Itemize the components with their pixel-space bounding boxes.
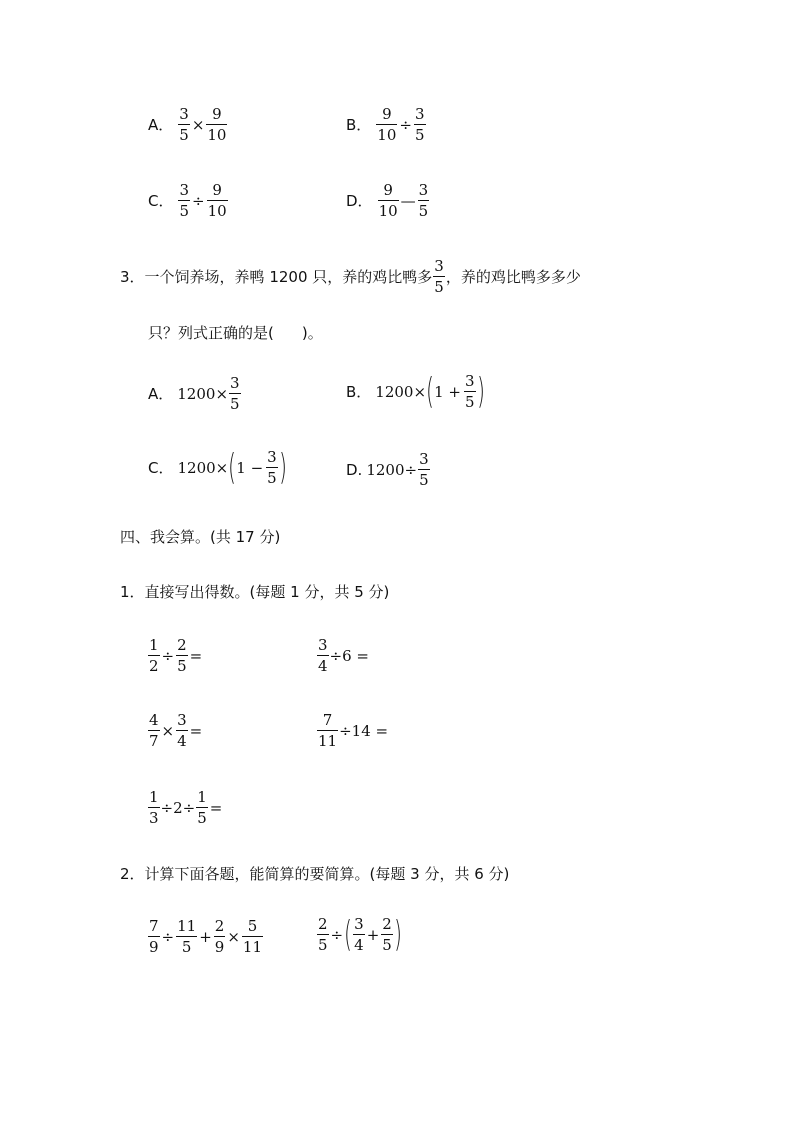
fraction xyxy=(317,917,329,953)
option-label: C． xyxy=(148,191,174,210)
fraction xyxy=(148,790,160,826)
expression: ÷2÷ xyxy=(160,798,196,817)
expression-inner: 1 + xyxy=(434,382,461,401)
fraction xyxy=(433,259,445,295)
calc-item-3 xyxy=(147,713,203,749)
denominator: 2 xyxy=(149,657,159,675)
q2-option-d xyxy=(346,183,430,219)
expression: ÷6 = xyxy=(329,646,369,665)
option-label: B． xyxy=(346,382,372,401)
q2-option-b xyxy=(346,107,427,143)
numerator: 3 xyxy=(318,636,328,654)
denominator: 5 xyxy=(179,202,190,220)
fraction xyxy=(148,919,160,955)
calc-item-4 xyxy=(316,713,388,749)
numerator: 1 xyxy=(197,788,207,806)
denominator: 10 xyxy=(207,126,227,144)
denominator: 3 xyxy=(149,809,159,827)
q3-option-a xyxy=(148,376,242,412)
fraction xyxy=(176,713,188,749)
q2-option-a xyxy=(148,107,228,143)
equals: = xyxy=(209,798,223,817)
part1-title: 1．直接写出得数。(每题 1 分，共 5 分) xyxy=(120,583,390,601)
numerator: 3 xyxy=(179,181,190,199)
fraction xyxy=(176,919,197,955)
section-title: 四、我会算。(共 17 分) xyxy=(120,528,281,546)
fraction xyxy=(378,183,399,219)
denominator: 5 xyxy=(177,657,187,675)
q3-stem-line1 xyxy=(120,259,581,295)
operator: + xyxy=(199,927,212,946)
open-paren: ( xyxy=(426,371,434,412)
numerator: 2 xyxy=(214,917,225,935)
denominator: 5 xyxy=(382,936,392,954)
denominator: 5 xyxy=(230,395,240,413)
denominator: 5 xyxy=(434,278,444,296)
denominator: 10 xyxy=(377,126,397,144)
question-number: 3． xyxy=(120,267,145,286)
denominator: 7 xyxy=(149,732,159,750)
numerator: 3 xyxy=(354,915,364,933)
denominator: 5 xyxy=(267,469,277,487)
close-paren: ) xyxy=(476,371,485,412)
q2-option-c xyxy=(148,183,229,219)
fraction xyxy=(148,638,160,674)
fraction xyxy=(464,374,476,410)
fraction xyxy=(178,183,190,219)
option-label: C． xyxy=(148,458,174,477)
fraction xyxy=(176,638,188,674)
equals: = xyxy=(189,721,203,740)
fraction xyxy=(418,452,430,488)
numerator: 9 xyxy=(212,105,222,123)
q3-option-c xyxy=(148,447,287,488)
operator: ÷ xyxy=(161,927,175,946)
option-label: D. xyxy=(346,460,363,479)
denominator: 4 xyxy=(318,657,328,675)
fraction xyxy=(214,919,226,955)
expression: 1200× xyxy=(375,382,427,401)
numerator: 3 xyxy=(179,105,189,123)
fraction xyxy=(229,376,241,412)
calc-item-1 xyxy=(147,638,203,674)
operator: ÷ xyxy=(161,646,175,665)
numerator: 2 xyxy=(382,915,392,933)
expression: 1200× xyxy=(177,384,229,403)
fraction xyxy=(381,917,393,953)
operator: ÷ xyxy=(192,191,205,210)
fraction xyxy=(376,107,397,143)
option-label: A． xyxy=(148,384,174,403)
operator: + xyxy=(366,925,380,944)
numerator: 3 xyxy=(267,448,277,466)
q3-option-d xyxy=(346,452,431,488)
operator: — xyxy=(400,191,416,210)
numerator: 1 xyxy=(149,788,159,806)
denominator: 5 xyxy=(318,936,328,954)
fraction xyxy=(148,713,160,749)
expression: ÷14 = xyxy=(339,721,389,740)
equals: = xyxy=(189,646,203,665)
calc-item-2 xyxy=(316,638,369,674)
fraction xyxy=(317,713,338,749)
denominator: 5 xyxy=(181,938,192,956)
numerator: 9 xyxy=(382,105,392,123)
denominator: 5 xyxy=(464,393,475,411)
q3-option-b xyxy=(346,371,485,412)
numerator: 2 xyxy=(318,915,328,933)
fraction xyxy=(206,107,227,143)
option-label: D． xyxy=(346,191,373,210)
numerator: 4 xyxy=(149,711,159,729)
fraction xyxy=(196,790,208,826)
denominator: 11 xyxy=(318,732,338,750)
fraction xyxy=(418,183,430,219)
expression: 1200× xyxy=(177,458,229,477)
expression: 1200÷ xyxy=(366,460,418,479)
numerator: 9 xyxy=(383,181,393,199)
calc2-item-2 xyxy=(316,914,402,955)
open-paren: ( xyxy=(228,447,237,488)
operator: × xyxy=(191,115,205,134)
calc-item-5 xyxy=(147,790,223,826)
denominator: 10 xyxy=(378,202,398,220)
fraction xyxy=(353,917,365,953)
close-paren: ) xyxy=(278,447,287,488)
numerator: 3 xyxy=(177,711,187,729)
fraction xyxy=(178,107,190,143)
numerator: 11 xyxy=(177,917,197,935)
fraction xyxy=(242,919,263,955)
denominator: 5 xyxy=(418,202,429,220)
operator: ÷ xyxy=(399,115,412,134)
denominator: 5 xyxy=(414,126,425,144)
numerator: 3 xyxy=(230,374,240,392)
numerator: 5 xyxy=(247,917,258,935)
fraction xyxy=(317,638,329,674)
open-paren: ( xyxy=(344,914,353,955)
numerator: 3 xyxy=(464,372,475,390)
numerator: 1 xyxy=(149,636,159,654)
numerator: 3 xyxy=(419,450,429,468)
q3-line2-before: 只？列式正确的是( xyxy=(148,324,274,342)
part2-title: 2．计算下面各题，能简算的要简算。(每题 3 分，共 6 分) xyxy=(120,865,510,883)
calc2-item-1 xyxy=(147,919,264,955)
numerator: 7 xyxy=(149,917,159,935)
denominator: 9 xyxy=(214,938,225,956)
numerator: 2 xyxy=(177,636,187,654)
numerator: 3 xyxy=(434,257,444,275)
denominator: 11 xyxy=(242,938,263,956)
q3-line2-after: )。 xyxy=(301,324,323,342)
q3-text-after: ，养的鸡比鸭多多少 xyxy=(445,267,581,286)
numerator: 3 xyxy=(414,105,425,123)
q3-text-before: 一个饲养场，养鸭 1200 只，养的鸡比鸭多 xyxy=(144,267,433,286)
denominator: 9 xyxy=(149,938,159,956)
fraction xyxy=(207,183,228,219)
denominator: 5 xyxy=(179,126,189,144)
option-label: A． xyxy=(148,115,174,134)
close-paren: ) xyxy=(394,914,402,955)
numerator: 7 xyxy=(322,711,333,729)
operator: × xyxy=(161,721,175,740)
fraction xyxy=(414,107,426,143)
denominator: 4 xyxy=(354,936,364,954)
operator: × xyxy=(227,927,240,946)
q3-stem-line2 xyxy=(148,326,323,341)
expression-inner: 1 − xyxy=(236,458,264,477)
operator: ÷ xyxy=(330,925,344,944)
denominator: 5 xyxy=(197,809,207,827)
numerator: 3 xyxy=(418,181,429,199)
denominator: 5 xyxy=(419,471,429,489)
denominator: 10 xyxy=(207,202,227,220)
option-label: B． xyxy=(346,115,372,134)
denominator: 4 xyxy=(177,732,187,750)
fraction xyxy=(266,450,278,486)
numerator: 9 xyxy=(212,181,222,199)
